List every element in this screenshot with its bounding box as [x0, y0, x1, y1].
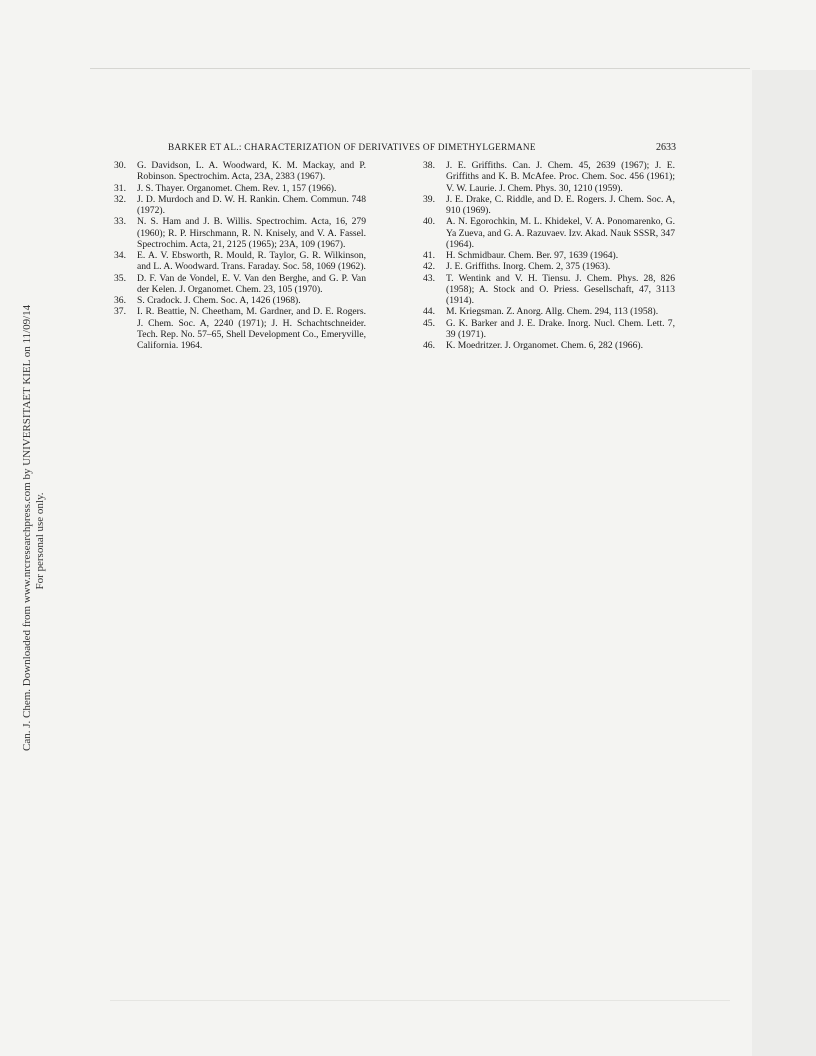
reference-text: I. R. Beattie, N. Cheetham, M. Gardner, and D. E. Rogers. J. Chem. Soc. A, 2240 (1971); J. H. Schachtschneider. Tech. Rep. No. 57–65, Shell Development Co., Emeryville, California. 1964. [137, 306, 366, 351]
reference-text: S. Cradock. J. Chem. Soc. A, 1426 (1968). [137, 295, 301, 306]
reference-item [114, 250, 366, 273]
reference-text: J. E. Griffiths. Inorg. Chem. 2, 375 (1963). [446, 261, 611, 273]
scan-artifact-line [90, 68, 750, 69]
reference-item [114, 183, 366, 194]
scan-margin-shade [752, 70, 816, 1056]
reference-text: J. E. Griffiths. Can. J. Chem. 45, 2639 (1967); J. E. Griffiths and K. B. McAfee. Proc. Chem. Soc. 456 (1961); V. W. Laurie. J. Chem. Phys. 30, 1210 (1959). [446, 160, 675, 194]
reference-text: N. S. Ham and J. B. Willis. Spectrochim. Acta, 16, 279 (1960); R. P. Hirschmann, R. N. Knisely, and V. A. Fassel. Spectrochim. Acta, 21, 2125 (1965); 23A, 109 (1967). [137, 216, 366, 250]
reference-item [114, 295, 366, 306]
watermark-line-1: Can. J. Chem. Downloaded from www.nrcresearchpress.com by UNIVERSITAET KIEL on 11/09/14 [21, 304, 33, 751]
reference-number: 40. [423, 216, 435, 228]
reference-text: T. Wentink and V. H. Tiensu. J. Chem. Phys. 28, 826 (1958); A. Stock and O. Priess. Gesellschaft, 47, 3113 (1914). [446, 272, 675, 306]
reference-number: 39. [423, 193, 435, 205]
reference-number: 30. [114, 160, 126, 171]
reference-item [114, 306, 366, 351]
reference-item [114, 194, 366, 217]
download-watermark [21, 304, 47, 751]
reference-item [423, 273, 675, 307]
reference-number: 42. [423, 261, 435, 273]
scan-artifact-line [110, 1000, 730, 1001]
reference-text: D. F. Van de Vondel, E. V. Van den Berghe, and G. P. Van der Kelen. J. Organomet. Chem. 23, 105 (1970). [137, 272, 366, 295]
reference-item [423, 306, 675, 317]
reference-text: G. Davidson, L. A. Woodward, K. M. Mackay, and P. Robinson. Spectrochim. Acta, 23A, 2383 (1967). [137, 160, 366, 183]
reference-number: 37. [114, 306, 126, 318]
reference-number: 33. [114, 216, 126, 228]
references-left-column [114, 160, 366, 351]
watermark-line-2: For personal use only. [34, 492, 46, 590]
reference-item [114, 216, 366, 250]
page-number: 2633 [656, 142, 676, 153]
reference-item [423, 340, 675, 351]
reference-number: 45. [423, 317, 435, 329]
reference-number: 36. [114, 295, 126, 306]
reference-number: 32. [114, 193, 126, 205]
reference-text: E. A. V. Ebsworth, R. Mould, R. Taylor, G. R. Wilkinson, and L. A. Woodward. Trans. Faraday. Soc. 58, 1069 (1962). [137, 250, 366, 273]
reference-text: K. Moedritzer. J. Organomet. Chem. 6, 282 (1966). [446, 340, 643, 351]
reference-item [423, 216, 675, 250]
reference-item [423, 261, 675, 272]
reference-number: 41. [423, 250, 435, 261]
reference-item [423, 194, 675, 217]
reference-number: 44. [423, 306, 435, 318]
reference-item [114, 273, 366, 296]
reference-number: 34. [114, 250, 126, 261]
reference-text: A. N. Egorochkin, M. L. Khidekel, V. A. Ponomarenko, G. Ya Zueva, and G. A. Razuvaev. Izv. Akad. Nauk SSSR, 347 (1964). [446, 216, 675, 250]
reference-number: 31. [114, 182, 126, 194]
reference-item [423, 250, 675, 261]
references-right-column [423, 160, 675, 351]
reference-text: G. K. Barker and J. E. Drake. Inorg. Nucl. Chem. Lett. 7, 39 (1971). [446, 317, 675, 340]
reference-number: 35. [114, 272, 126, 284]
reference-text: J. S. Thayer. Organomet. Chem. Rev. 1, 157 (1966). [137, 182, 337, 194]
reference-number: 38. [423, 160, 435, 171]
running-header [168, 142, 676, 153]
reference-text: J. E. Drake, C. Riddle, and D. E. Rogers. J. Chem. Soc. A, 910 (1969). [446, 193, 675, 216]
reference-item [423, 160, 675, 194]
reference-number: 46. [423, 340, 435, 351]
reference-item [114, 160, 366, 183]
reference-item [423, 318, 675, 341]
reference-text: M. Kriegsman. Z. Anorg. Allg. Chem. 294, 113 (1958). [446, 306, 659, 318]
running-title: BARKER ET AL.: CHARACTERIZATION OF DERIVATIVES OF DIMETHYLGERMANE [168, 142, 536, 152]
reference-text: H. Schmidbaur. Chem. Ber. 97, 1639 (1964). [446, 250, 619, 261]
reference-text: J. D. Murdoch and D. W. H. Rankin. Chem. Commun. 748 (1972). [137, 193, 366, 216]
reference-number: 43. [423, 272, 435, 284]
